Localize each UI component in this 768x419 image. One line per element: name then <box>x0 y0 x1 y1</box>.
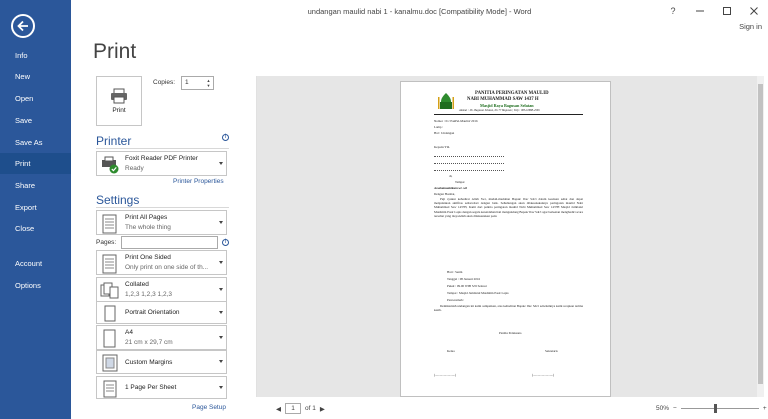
title-bar <box>71 0 768 22</box>
page-count: of 1 <box>305 405 316 412</box>
sides-desc: Only print on one side of th... <box>125 264 209 271</box>
back-arrow-icon[interactable] <box>11 14 35 38</box>
print-button-label: Print <box>112 107 126 114</box>
window-title: undangan maulid nabi 1 - kanalmu.doc [Compatibility Mode] - Word <box>307 7 532 16</box>
doc-nomor: Nomor : 01/ PanPel-Maulid/ 2016 <box>434 119 478 123</box>
page-title: Print <box>93 40 137 63</box>
previous-page-icon[interactable]: ◀ <box>276 405 281 413</box>
scrollbar-thumb[interactable] <box>758 84 763 384</box>
letterhead-address: Alamat : Jln. Bagusan Selatan, No 77 Bagusan | Telp : 0854-0888-4566 <box>459 109 540 112</box>
doc-hari: Hari : Senin <box>447 270 463 274</box>
pages-per-sheet-label: 1 Page Per Sheet <box>125 384 177 391</box>
letterhead-org-line3: Masjid Raya Bagusan Selatan <box>480 103 534 108</box>
orientation-dropdown[interactable] <box>96 301 227 324</box>
paper-size-dropdown[interactable] <box>96 325 227 350</box>
nav-item-print[interactable]: Print <box>0 153 71 174</box>
copies-spinner[interactable]: ▲ ▼ <box>206 78 211 88</box>
nav-item-open[interactable]: Open <box>15 94 34 103</box>
help-button[interactable]: ? <box>670 6 676 16</box>
printer-status: Ready <box>125 165 144 172</box>
print-button[interactable] <box>96 76 142 126</box>
copies-input[interactable] <box>181 76 214 90</box>
chevron-down-icon <box>219 288 223 291</box>
divider <box>96 148 229 149</box>
mosque-logo-icon <box>437 91 455 111</box>
doc-kepada: Kepada Yth. <box>434 145 450 149</box>
paper-size-icon <box>100 329 120 349</box>
preview-page <box>400 81 611 397</box>
doc-sign-sekretaris: (.........................) <box>532 373 555 377</box>
paper-size-desc: 21 cm x 29,7 cm <box>125 339 173 346</box>
chevron-down-icon <box>219 311 223 314</box>
nav-item-save[interactable]: Save <box>15 116 33 125</box>
collation-label: Collated <box>125 281 149 288</box>
sides-label: Print One Sided <box>125 254 171 261</box>
chevron-down-icon <box>219 386 223 389</box>
doc-ketua: Ketua <box>447 349 455 353</box>
doc-body: Puji syukur kehadirat Allah Swt, mudah-mudahan Bapak/ Ibu/ Sdr/i dalam keadaan sehat dan dapat menjalankan aktifitas sehari-hari dengan baik. Sehubungan akan dilaksanakannya peringatan maulid Nabi Muhammad Saw 1437H, Kami dari panitia peringatan maulid Nabi Muhammad Saw 1437H Masjid Jamilatul Muslimin Pasir Lapis dengan segala kerendahan hati mengundang Bapak/ Ibu/ Sdr/i agar berkenan menghadiri acara tersebut yang insyaAllah akan dilaksanakan pada <box>434 197 583 218</box>
chevron-down-icon <box>219 336 223 339</box>
address-line <box>434 170 504 171</box>
doc-di: di, <box>449 174 453 178</box>
minimize-icon <box>695 6 705 16</box>
doc-tempat: Tempat <box>455 180 465 184</box>
page-per-sheet-icon <box>100 380 120 400</box>
printer-icon <box>110 88 128 104</box>
current-page-input[interactable]: 1 <box>285 403 301 414</box>
address-line <box>434 163 504 164</box>
printer-ready-icon <box>100 155 120 175</box>
doc-panitia: Panitia Pelaksana <box>499 331 522 335</box>
printer-name: Foxit Reader PDF Printer <box>125 155 198 162</box>
margins-dropdown[interactable] <box>96 350 227 374</box>
printer-properties-link[interactable]: Printer Properties <box>173 178 224 185</box>
divider <box>96 207 229 208</box>
chevron-down-icon <box>219 360 223 363</box>
nav-item-options[interactable]: Options <box>15 281 41 290</box>
minimize-button[interactable] <box>689 3 711 19</box>
printer-heading: Printer <box>96 134 132 148</box>
print-range-label: Print All Pages <box>125 214 168 221</box>
orientation-label: Portrait Orientation <box>125 309 180 316</box>
nav-item-export[interactable]: Export <box>15 203 37 212</box>
chevron-down-icon <box>219 261 223 264</box>
paper-size-label: A4 <box>125 329 133 336</box>
nav-item-new[interactable]: New <box>15 72 31 81</box>
doc-lamp: Lamp : <box>434 125 444 129</box>
info-icon[interactable]: i <box>222 239 229 246</box>
doc-sekretaris: Sekretaris <box>545 349 558 353</box>
zoom-control <box>656 404 768 413</box>
letterhead-org-line1: PANITIA PERINGATAN MAULID <box>475 91 549 96</box>
nav-item-info[interactable]: Info <box>15 51 28 60</box>
doc-hormat: Dengan Hormat, <box>434 192 456 196</box>
nav-item-save-as[interactable]: Save As <box>15 138 43 147</box>
sides-dropdown[interactable] <box>96 250 227 275</box>
maximize-icon <box>722 6 732 16</box>
backstage-nav <box>0 0 71 419</box>
zoom-slider[interactable] <box>681 408 759 409</box>
one-sided-icon <box>100 254 120 274</box>
doc-sign-ketua: (.........................) <box>434 373 457 377</box>
chevron-down-icon <box>219 221 223 224</box>
nav-item-share[interactable]: Share <box>15 181 36 190</box>
page-setup-link[interactable]: Page Setup <box>192 404 226 411</box>
next-page-icon[interactable]: ▶ <box>319 405 325 413</box>
close-icon <box>749 6 759 16</box>
letterhead-rule <box>434 114 583 115</box>
copies-value: 1 <box>185 79 189 86</box>
nav-item-account[interactable]: Account <box>15 259 43 268</box>
close-window-button[interactable] <box>743 3 765 19</box>
portrait-icon <box>100 305 120 325</box>
copies-label: Copies: <box>153 79 176 86</box>
preview-scrollbar[interactable] <box>757 76 764 397</box>
doc-pukul: Pukul : 09.00 WIB S/D Selesai <box>447 284 487 288</box>
letterhead-org-line2: NABI MUHAMMAD SAW 1437 H <box>467 97 539 102</box>
zoom-slider-thumb[interactable] <box>714 404 717 413</box>
pages-label: Pages: <box>96 239 117 246</box>
print-range-dropdown[interactable] <box>96 210 227 235</box>
info-icon[interactable]: i <box>222 134 229 141</box>
maximize-button[interactable] <box>716 3 738 19</box>
pages-per-sheet-dropdown[interactable] <box>96 376 227 399</box>
zoom-level: 50% <box>656 405 670 412</box>
chevron-down-icon <box>219 162 223 165</box>
print-range-desc: The whole thing <box>125 224 171 231</box>
collation-dropdown[interactable] <box>96 277 227 302</box>
printer-dropdown[interactable] <box>96 151 227 176</box>
pages-input[interactable] <box>121 236 218 249</box>
settings-heading: Settings <box>96 193 140 207</box>
sign-in-link[interactable]: Sign in <box>739 22 762 31</box>
collated-icon <box>100 281 120 301</box>
zoom-out-icon[interactable]: − <box>673 405 677 412</box>
doc-salam: Assalamualaikum wr. wb <box>434 186 468 190</box>
doc-penceramah: Penceramah : <box>447 298 465 302</box>
margins-label: Custom Margins <box>125 359 173 366</box>
collation-desc: 1,2,3 1,2,3 1,2,3 <box>125 291 172 298</box>
zoom-in-icon[interactable]: + <box>762 405 767 412</box>
nav-item-close[interactable]: Close <box>15 224 35 233</box>
pages-icon <box>100 214 120 234</box>
doc-closing: Demikianlah undangan ini kami sampaikan, atas kehadiran Bapak/ Ibu/ Sdr/i sebelumnya kami ucapkan terima kasih. <box>434 304 583 313</box>
margins-icon <box>100 354 120 374</box>
page-navigator <box>276 403 325 414</box>
doc-hal: Hal : Undangan <box>434 131 455 135</box>
doc-tanggal: Tanggal : 08 Januari 2016 <box>447 277 481 281</box>
address-line <box>434 156 504 157</box>
doc-tempat-acara: Tempat : Masjid Jamilatul Muslimin Pasir Lapis <box>447 291 509 295</box>
